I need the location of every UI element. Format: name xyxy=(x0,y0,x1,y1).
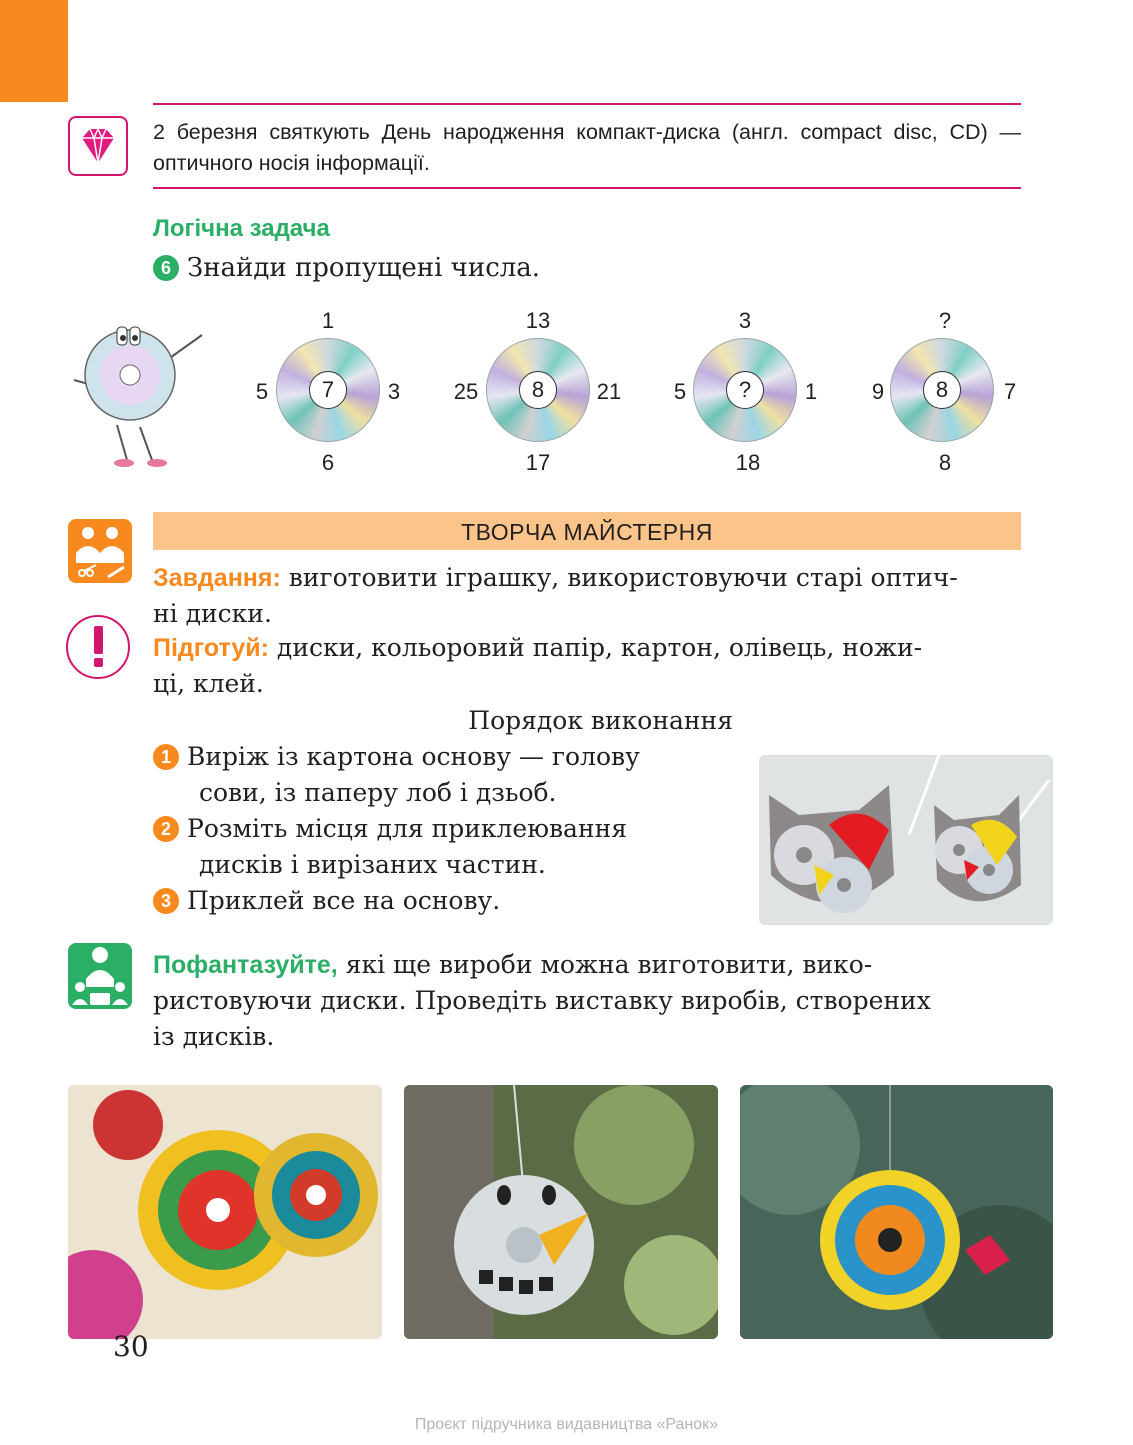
disc-puzzle-4 xyxy=(842,302,1042,482)
cd-disc-icon xyxy=(486,338,590,442)
disc-top-number: ? xyxy=(938,308,952,333)
tree-ornament-photo xyxy=(740,1085,1053,1339)
disc-left-number: 5 xyxy=(673,379,687,404)
cd-disc-icon xyxy=(890,338,994,442)
disc-puzzle-2 xyxy=(438,302,638,482)
disc-right-number: 21 xyxy=(596,379,622,404)
disc-top-number: 1 xyxy=(321,308,335,333)
disc-top-number: 3 xyxy=(738,308,752,333)
step-line: Розміть місця для приклеювання xyxy=(187,814,628,843)
disc-bottom-number: 6 xyxy=(321,450,335,475)
task-label: Завдання: xyxy=(153,564,281,592)
logic-heading: Логічна задача xyxy=(153,215,330,242)
disc-right-number: 1 xyxy=(804,379,818,404)
disc-puzzle-3 xyxy=(645,302,845,482)
bird-disc-photo xyxy=(404,1085,718,1339)
fact-text: 2 березня святкують День народження компакт-диска (англ. compact disc, CD) — оптичного носія інформації. xyxy=(153,120,1021,175)
mandala-discs-photo xyxy=(68,1085,382,1339)
task-text-line2: ні диски. xyxy=(153,599,272,628)
crafts-icon xyxy=(68,519,132,583)
logic-task xyxy=(153,253,540,283)
task-number: 6 xyxy=(153,255,179,281)
step-2 xyxy=(153,811,733,847)
step-line: Виріж із картона основу — голову xyxy=(187,742,640,771)
disc-right-number: 3 xyxy=(387,379,401,404)
owl-craft-photo xyxy=(759,755,1053,925)
step-number: 3 xyxy=(153,888,179,914)
step-number: 1 xyxy=(153,744,179,770)
task-text-line1: виготовити іграшку, використовуючи старі оптич- xyxy=(280,563,958,592)
disc-left-number: 5 xyxy=(255,379,269,404)
exclamation-icon xyxy=(66,615,130,679)
fact-rule-top xyxy=(153,103,1021,105)
prep-text-line2: ці, клей. xyxy=(153,669,264,698)
disc-top-number: 13 xyxy=(525,308,551,333)
publisher-footer: Проєкт підручника видавництва «Ранок» xyxy=(414,1416,719,1433)
cd-disc-icon xyxy=(693,338,797,442)
fantasy-text xyxy=(153,947,1021,1055)
disc-left-number: 9 xyxy=(871,379,885,404)
diamond-icon xyxy=(68,116,128,176)
disc-left-number: 25 xyxy=(453,379,479,404)
step-number: 2 xyxy=(153,816,179,842)
steps-list xyxy=(153,703,733,919)
fantasy-line2: ристовуючи диски. Проведіть виставку виробів, створених xyxy=(153,986,931,1015)
workshop-title: ТВОРЧА МАЙСТЕРНЯ xyxy=(153,512,1021,550)
cd-disc-icon xyxy=(276,338,380,442)
step-1 xyxy=(153,739,733,775)
logic-task-text: Знайди пропущені числа. xyxy=(187,253,541,283)
fact-rule-bottom xyxy=(153,187,1021,189)
prep-label: Підготуй: xyxy=(153,634,269,662)
disc-bottom-number: 8 xyxy=(938,450,952,475)
order-title: Порядок виконання xyxy=(468,706,733,735)
disc-puzzle-1 xyxy=(228,302,428,482)
step-line: сови, із паперу лоб і дзьоб. xyxy=(199,778,557,807)
disc-center-number: ? xyxy=(726,371,764,409)
page-number: 30 xyxy=(113,1330,149,1363)
disc-right-number: 7 xyxy=(1003,379,1017,404)
disc-bottom-number: 17 xyxy=(525,450,551,475)
group-icon xyxy=(68,943,132,1009)
disc-center-number: 8 xyxy=(923,371,961,409)
prep-text-line1: диски, кольоровий папір, картон, олівець, ножи- xyxy=(268,633,923,662)
step-3 xyxy=(153,883,733,919)
step-line: дисків і вирізаних частин. xyxy=(199,850,546,879)
disc-center-number: 8 xyxy=(519,371,557,409)
cd-mascot-icon xyxy=(62,315,222,475)
workshop-task xyxy=(153,560,1021,631)
disc-center-number: 7 xyxy=(309,371,347,409)
disc-bottom-number: 18 xyxy=(735,450,761,475)
step-line: Приклей все на основу. xyxy=(187,886,501,915)
fantasy-line1: які ще вироби можна виготовити, вико- xyxy=(337,950,873,979)
fantasy-line3: із дисків. xyxy=(153,1022,275,1051)
fantasy-label: Пофантазуйте, xyxy=(153,951,338,979)
workshop-prep xyxy=(153,630,1021,701)
corner-tab xyxy=(0,0,68,102)
